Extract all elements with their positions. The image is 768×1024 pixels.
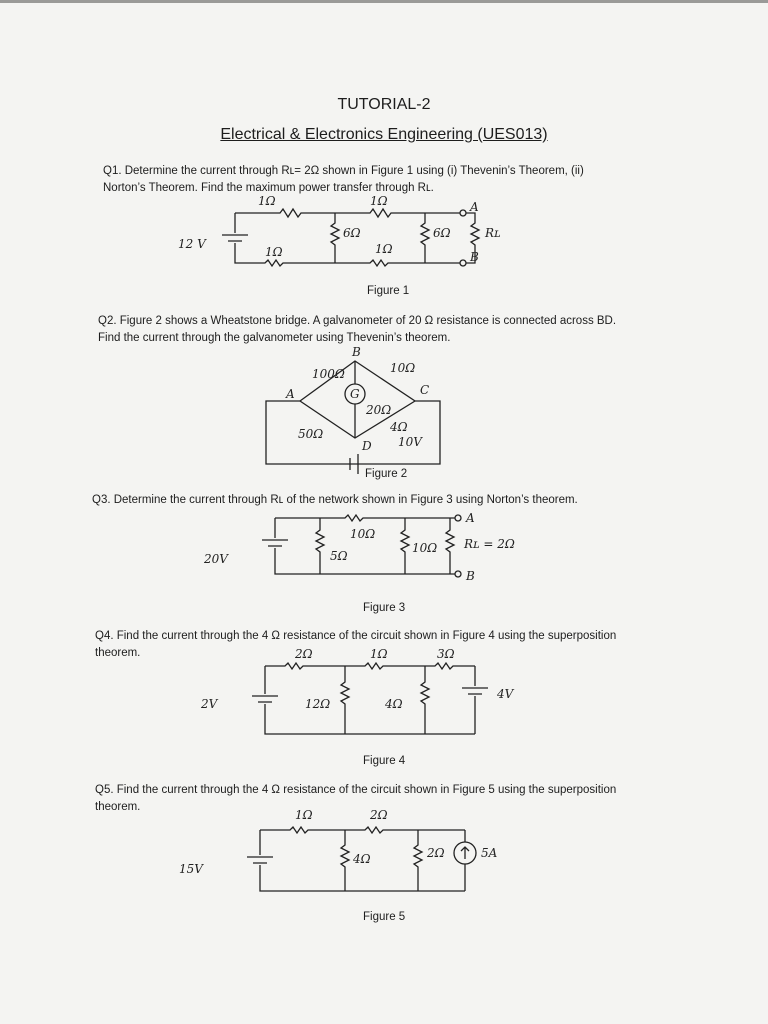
fig1-r2-label: 1Ω (265, 245, 283, 259)
figure-5-caption: Figure 5 (363, 911, 406, 923)
fig4-r2-label: 1Ω (370, 647, 388, 661)
fig1-terminal-b: B (470, 250, 479, 264)
figure-3-caption: Figure 3 (363, 602, 406, 614)
figure-1-caption: Figure 1 (367, 285, 410, 297)
fig4-source-2-label: 4V (497, 687, 514, 701)
fig4-r5-label: 4Ω (385, 697, 403, 711)
fig5-r3-label: 4Ω (353, 852, 371, 866)
fig4-r1-label: 2Ω (295, 647, 313, 661)
fig2-node-a: A (286, 387, 295, 401)
fig5-current-source-label: 5A (481, 846, 498, 860)
fig2-rg-label: 20Ω (366, 403, 392, 417)
figure-3-circuit (200, 508, 540, 588)
fig2-r-ab-label: 100Ω (312, 367, 345, 381)
course-title: Electrical & Electronics Engineering (UES013) (220, 126, 548, 143)
fig3-rl-label: Rʟ = 2Ω (464, 537, 515, 551)
fig3-r1-label: 10Ω (350, 527, 376, 541)
question-5-line2: theorem. (95, 801, 141, 813)
fig3-r2-label: 5Ω (330, 549, 348, 563)
fig4-r3-label: 3Ω (437, 647, 455, 661)
fig3-terminal-b: B (466, 569, 475, 583)
fig1-r3-label: 1Ω (370, 194, 388, 208)
question-5-line1: Q5. Find the current through the 4 Ω resistance of the circuit shown in Figure 5 using the superposition (95, 784, 617, 796)
fig2-source-label: 10V (398, 435, 422, 449)
figure-4-circuit (195, 646, 555, 736)
fig1-r5-label: 1Ω (375, 242, 393, 256)
fig2-galvanometer: G (350, 387, 360, 401)
question-3 (92, 492, 578, 509)
page-top-border (0, 0, 768, 3)
fig2-node-c: C (420, 383, 430, 397)
figure-1-circuit (170, 193, 540, 278)
fig3-terminal-a: A (466, 511, 475, 525)
question-1-line1: Q1. Determine the current through Rʟ= 2Ω shown in Figure 1 using (i) Thevenin’s Theorem, (ii) (103, 165, 584, 177)
fig1-source-label: 12 V (178, 237, 206, 251)
fig2-r-ad-label: 50Ω (298, 427, 324, 441)
fig2-r-bc-label: 10Ω (390, 361, 416, 375)
fig1-r4-label: 6Ω (343, 226, 361, 240)
fig3-r3-label: 10Ω (412, 541, 438, 555)
figure-2-circuit (260, 346, 470, 466)
fig5-r2-label: 2Ω (370, 808, 388, 822)
question-2-line1: Q2. Figure 2 shows a Wheatstone bridge. A galvanometer of 20 Ω resistance is connected across BD. (98, 315, 617, 327)
fig5-r1-label: 1Ω (295, 808, 313, 822)
figure-2-caption: Figure 2 (365, 468, 408, 480)
question-3-line1: Q3. Determine the current through Rʟ of the network shown in Figure 3 using Norton’s theorem. (92, 494, 578, 506)
fig1-r6-label: 6Ω (433, 226, 451, 240)
fig1-r1-label: 1Ω (258, 194, 276, 208)
question-4-line2: theorem. (95, 647, 141, 659)
fig4-source-1-label: 2V (201, 697, 218, 711)
question-1-line2: Norton’s Theorem. Find the maximum power transfer through Rʟ. (103, 182, 434, 194)
fig5-r4-label: 2Ω (427, 846, 445, 860)
fig2-r-dc-label: 4Ω (390, 420, 408, 434)
question-1 (103, 163, 584, 197)
fig2-node-d: D (362, 439, 372, 453)
fig5-source-label: 15V (179, 862, 203, 876)
question-4-line1: Q4. Find the current through the 4 Ω resistance of the circuit shown in Figure 4 using the superposition (95, 630, 617, 642)
fig1-terminal-a: A (470, 200, 479, 214)
question-2 (98, 313, 616, 347)
fig4-r4-label: 12Ω (305, 697, 331, 711)
figure-5-circuit (175, 805, 535, 895)
page-title: TUTORIAL-2 (337, 96, 431, 113)
figure-4-caption: Figure 4 (363, 755, 406, 767)
fig3-source-label: 20V (204, 552, 228, 566)
fig1-rl-label: Rʟ (485, 226, 501, 240)
question-2-line2: Find the current through the galvanometer using Thevenin’s theorem. (98, 332, 451, 344)
fig2-node-b: B (352, 345, 361, 359)
